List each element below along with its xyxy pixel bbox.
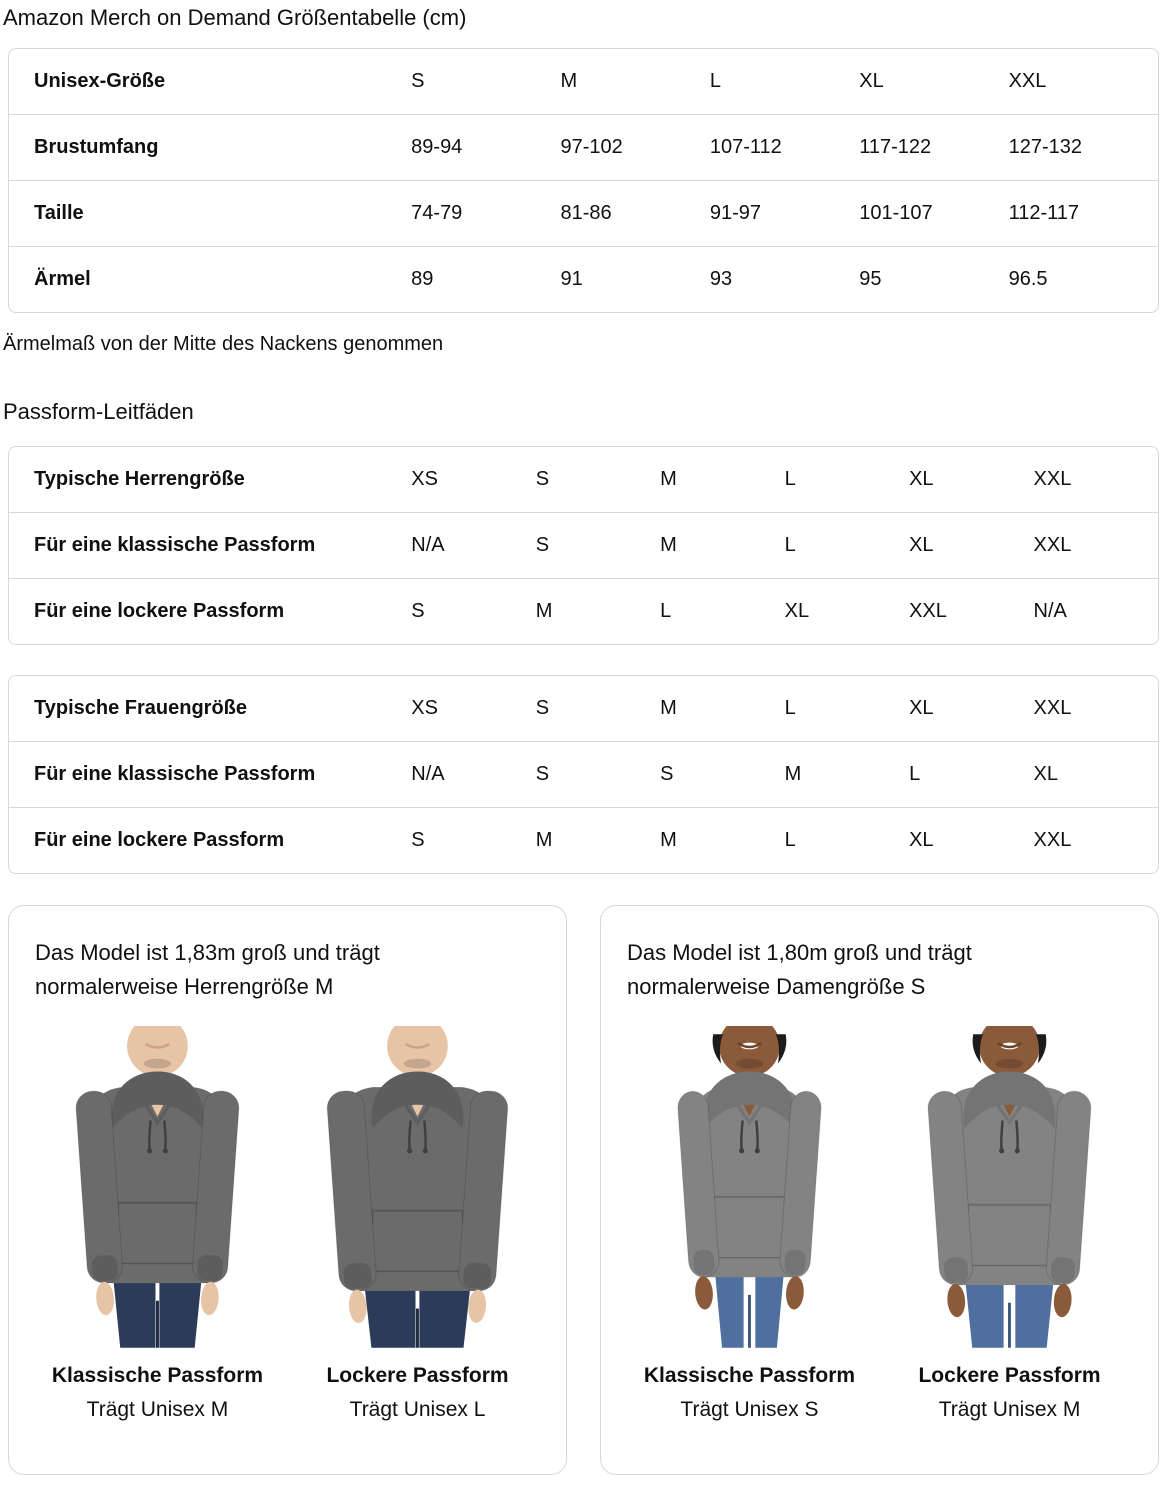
table-row xyxy=(9,578,1158,644)
fit-caption: Klassische Passform xyxy=(51,1364,264,1387)
row-label: Für eine klassische Passform xyxy=(9,512,411,578)
table-row xyxy=(9,741,1158,807)
value-cell: N/A xyxy=(411,512,535,578)
value-cell: 89 xyxy=(411,246,560,312)
model-cards xyxy=(8,905,1159,1475)
sleeve-measure-note: Ärmelmaß von der Mitte des Nackens genommen xyxy=(3,333,444,355)
value-cell: XXL xyxy=(1033,468,1072,490)
fit-caption: Lockere Passform xyxy=(918,1364,1101,1387)
value-cell: L xyxy=(785,807,909,873)
row-label: Für eine klassische Passform xyxy=(9,741,411,807)
value-cell: XL xyxy=(909,468,934,490)
figure-column xyxy=(35,1018,280,1422)
value-cell: L xyxy=(660,578,784,644)
model-photo-mens-classic xyxy=(35,1018,280,1356)
value-cell: S xyxy=(660,741,784,807)
value-cell: S xyxy=(411,807,535,873)
fit-size-caption: Trägt Unisex M xyxy=(938,1398,1081,1421)
value-cell: XL xyxy=(909,512,1033,578)
table-row xyxy=(9,180,1158,246)
value-cell: L xyxy=(784,468,796,490)
womens-fit-table xyxy=(8,675,1159,874)
value-cell: XL xyxy=(1034,741,1158,807)
value-cell: 101-107 xyxy=(859,180,1008,246)
value-cell: 97-102 xyxy=(561,114,710,180)
value-cell: M xyxy=(536,578,660,644)
model-photo-womens-loose xyxy=(887,1018,1132,1356)
value-cell: M xyxy=(660,697,677,719)
value-cell: 91 xyxy=(561,246,710,312)
row-label: Für eine lockere Passform xyxy=(9,578,411,644)
value-cell: 107-112 xyxy=(710,114,859,180)
value-cell: XXL xyxy=(1033,697,1072,719)
row-label: Unisex-Größe xyxy=(34,70,166,92)
table-row xyxy=(9,447,1158,512)
value-cell: S xyxy=(411,70,425,92)
table-row xyxy=(9,676,1158,741)
value-cell: 81-86 xyxy=(561,180,710,246)
card-heading: Das Model ist 1,83m groß und trägt normalerweise Herrengröße M xyxy=(35,940,380,999)
value-cell: L xyxy=(709,70,721,92)
fit-size-caption: Trägt Unisex L xyxy=(349,1398,486,1421)
row-label: Brustumfang xyxy=(9,114,411,180)
fit-guides-title: Passform-Leitfäden xyxy=(3,399,194,424)
value-cell: L xyxy=(785,512,909,578)
fit-size-caption: Trägt Unisex S xyxy=(680,1398,819,1421)
value-cell: 127-132 xyxy=(1009,114,1158,180)
value-cell: S xyxy=(535,468,550,490)
model-photo-womens-classic xyxy=(627,1018,872,1356)
figure-column xyxy=(887,1018,1132,1422)
value-cell: M xyxy=(560,70,578,92)
unisex-size-table xyxy=(8,48,1159,313)
value-cell: 91-97 xyxy=(710,180,859,246)
row-label: Typische Herrengröße xyxy=(34,468,245,490)
value-cell: S xyxy=(411,578,535,644)
fit-caption: Klassische Passform xyxy=(643,1364,856,1387)
fit-size-caption: Trägt Unisex M xyxy=(86,1398,229,1421)
value-cell: XL xyxy=(785,578,909,644)
value-cell: XS xyxy=(411,697,438,719)
value-cell: 112-117 xyxy=(1009,180,1158,246)
value-cell: 117-122 xyxy=(859,114,1008,180)
value-cell: S xyxy=(536,741,660,807)
table-row xyxy=(9,114,1158,180)
fit-caption: Lockere Passform xyxy=(326,1364,509,1387)
table-row xyxy=(9,807,1158,873)
value-cell: XXL xyxy=(909,578,1033,644)
page-title: Amazon Merch on Demand Größentabelle (cm) xyxy=(3,5,467,30)
model-photo-mens-loose xyxy=(295,1018,540,1356)
value-cell: M xyxy=(785,741,909,807)
value-cell: 95 xyxy=(859,246,1008,312)
card-heading: Das Model ist 1,80m groß und trägt normalerweise Damengröße S xyxy=(627,940,972,999)
value-cell: XXL xyxy=(1008,70,1047,92)
value-cell: XL xyxy=(909,807,1033,873)
row-label: Für eine lockere Passform xyxy=(9,807,411,873)
value-cell: L xyxy=(784,697,796,719)
value-cell: XL xyxy=(909,697,934,719)
value-cell: 74-79 xyxy=(411,180,560,246)
value-cell: M xyxy=(660,468,677,490)
value-cell: XL xyxy=(859,70,884,92)
table-row xyxy=(9,49,1158,114)
value-cell: M xyxy=(660,807,784,873)
value-cell: XXL xyxy=(1034,512,1158,578)
value-cell: N/A xyxy=(1034,578,1158,644)
value-cell: XXL xyxy=(1034,807,1158,873)
table-row xyxy=(9,246,1158,312)
figure-column xyxy=(627,1018,872,1422)
mens-fit-table xyxy=(8,446,1159,645)
womens-model-card xyxy=(600,905,1159,1475)
row-label: Taille xyxy=(9,180,411,246)
value-cell: M xyxy=(660,512,784,578)
value-cell: 96.5 xyxy=(1009,246,1158,312)
value-cell: N/A xyxy=(411,741,535,807)
figure-column xyxy=(295,1018,540,1422)
value-cell: 93 xyxy=(710,246,859,312)
row-label: Typische Frauengröße xyxy=(34,697,248,719)
value-cell: XS xyxy=(411,468,438,490)
value-cell: S xyxy=(535,697,550,719)
value-cell: S xyxy=(536,512,660,578)
value-cell: M xyxy=(536,807,660,873)
row-label: Ärmel xyxy=(9,246,411,312)
value-cell: 89-94 xyxy=(411,114,560,180)
mens-model-card xyxy=(8,905,567,1475)
value-cell: L xyxy=(909,741,1033,807)
table-row xyxy=(9,512,1158,578)
